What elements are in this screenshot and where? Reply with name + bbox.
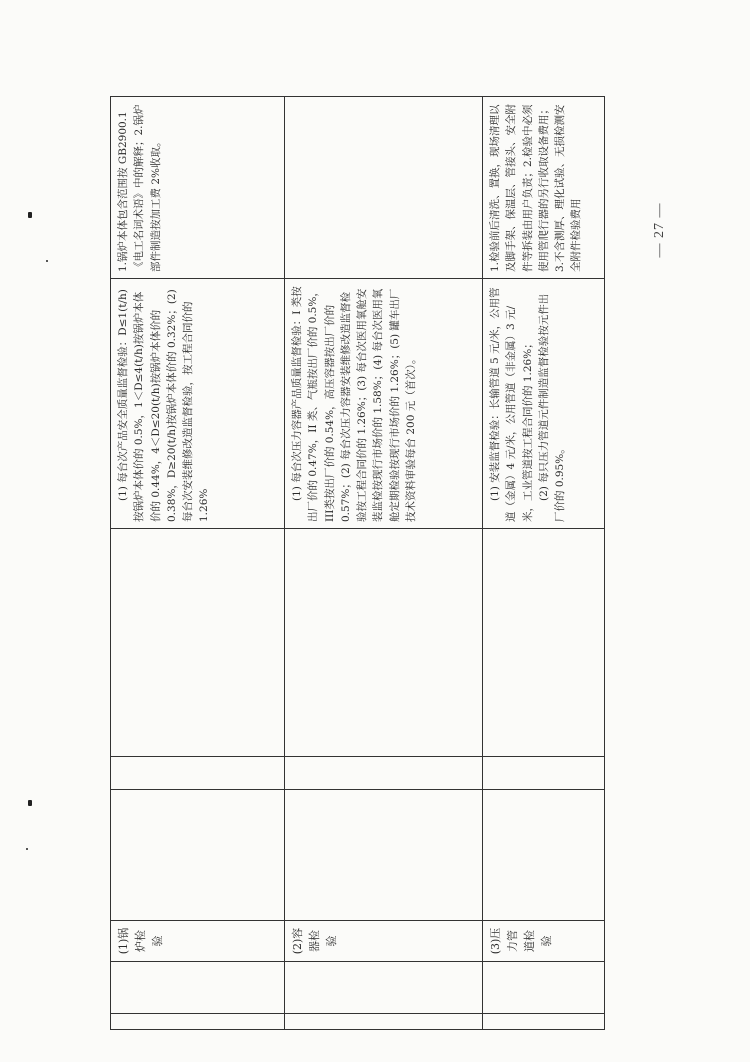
fee-paragraph: (2) 每只压力管道元件制造监督检验按元件出厂价的 0.95%。 — [537, 293, 567, 522]
blank-cell — [285, 757, 483, 790]
blank-cell — [111, 529, 285, 757]
blank-cell — [483, 790, 605, 921]
blank-cell — [111, 757, 285, 790]
blank-cell — [285, 1014, 483, 1030]
blank-cell — [483, 1014, 605, 1030]
blank-cell — [483, 757, 605, 790]
blank-cell — [285, 790, 483, 921]
table-row — [483, 97, 605, 1030]
fee-paragraph: (1) 安装监督检验：长输管道 5 元/米，公用管道（金属）4 元/米，公用管道（非金属）3 元/米，工业管道按工程合同价的 1.26%； — [489, 287, 534, 522]
scan-speck — [28, 212, 32, 218]
blank-cell — [285, 529, 483, 757]
remarks-cell: 1.检验前后清洗、置换，现场清理以及脚手架、保温层、管接头、安全附件等拆装由用户负责；2.检验中必须使用管爬行器的另行收取设备费用；3.不含测厚、理化试验、无损检测安全附件检验费用 — [483, 97, 605, 279]
fee-table-container — [110, 97, 604, 1030]
fee-table — [110, 96, 605, 1030]
item-name-cell: (3)压力管道检验 — [483, 921, 605, 962]
blank-cell — [111, 790, 285, 921]
item-name-cell: (1)锅炉检验 — [111, 921, 285, 962]
fee-standard-cell — [483, 279, 605, 529]
fee-standard-cell: (1) 每台次产品安全质量监督检验：D≤1(t/h)按锅炉本体价的 0.5%，1＜D≤4(t/h)按锅炉本体价的 0.44%，4＜D≤20(t/h)按锅炉本体价的 0.38%，D≥20(t/h)按锅炉本体价的 0.32%；(2) 每台次安装维修改造监督检验，按工程合同价的 1.26% — [111, 279, 285, 529]
remarks-cell: 1.锅炉本体包含范围按 GB2900.1《电工名词术语》中的解释；2.锅炉部件制造按加工费 2%收取。 — [111, 97, 285, 279]
scan-speck — [28, 800, 32, 806]
page-number — [648, 170, 672, 290]
blank-cell — [285, 962, 483, 1014]
blank-cell — [483, 529, 605, 757]
blank-cell — [483, 962, 605, 1014]
table-row — [111, 97, 285, 1030]
blank-cell — [111, 962, 285, 1014]
scan-speck — [26, 848, 28, 850]
blank-cell — [111, 1014, 285, 1030]
item-name-cell: (2)容器检验 — [285, 921, 483, 962]
remarks-cell — [285, 97, 483, 279]
table-row — [285, 97, 483, 1030]
page-number-text: — 27 — — [652, 202, 667, 258]
scan-speck — [46, 260, 48, 262]
fee-standard-cell: (1) 每台次压力容器产品质量监督检验：I 类按出厂价的 0.47%，II 类、气瓶按出厂价的 0.5%，III类按出厂价的 0.54%，高压容器按出厂价的 0.57%；(2) 每台次压力容器安装维修改造监督检验按工程合同价的 1.26%；(3) 每台次医用氧舱安装监检按现行市场价的 1.58%；(4) 每台次医用氧舱定期检验按现行市场价的 1.26%；(5) 罐车出厂技术资料审验每台 200 元（首次）。 — [285, 279, 483, 529]
